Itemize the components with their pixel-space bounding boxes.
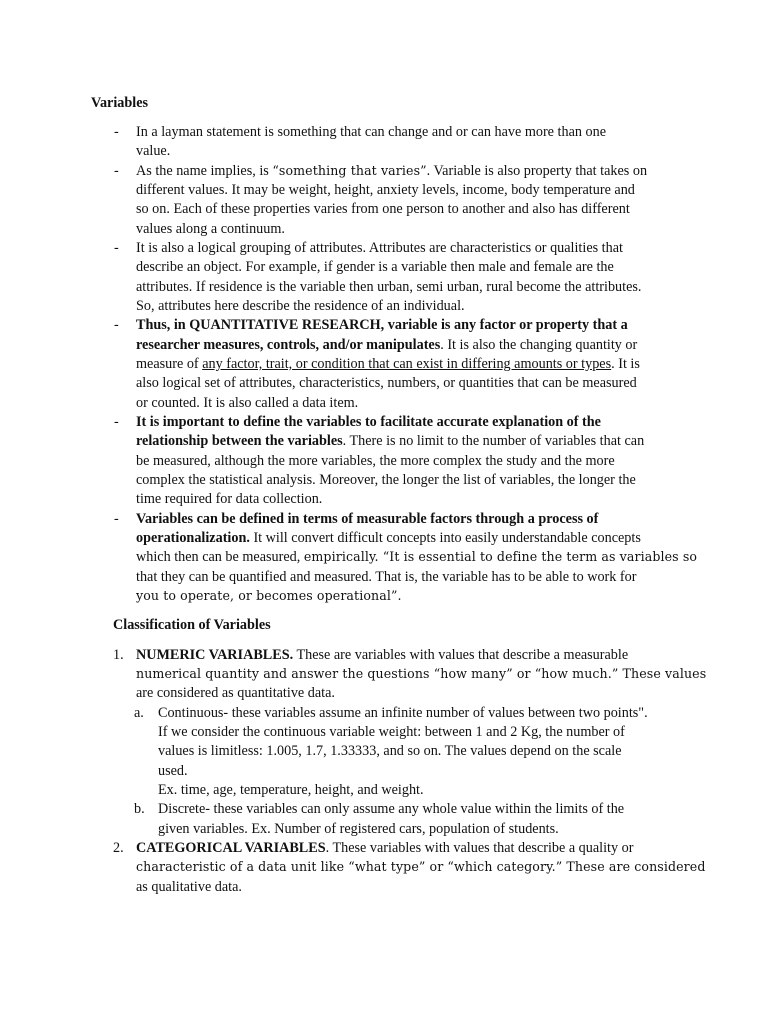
sub-a-line-5: Ex. time, age, temperature, height, and weight.: [158, 782, 424, 798]
bullet-3-line-4: So, attributes here describe the residence of an individual.: [136, 298, 465, 314]
list-letter: b.: [134, 801, 145, 817]
bullet-2-line-3: so on. Each of these properties varies from one person to another and also has different: [136, 201, 630, 217]
sub-a-line-1: Continuous- these variables assume an infinite number of values between two points".: [158, 705, 648, 721]
numbered-1-line-3: are considered as quantitative data.: [136, 685, 335, 701]
bullet-6-line-5: you to operate, or becomes operational”.: [136, 588, 402, 603]
bullet-dash: -: [114, 414, 119, 430]
bullet-dash: -: [114, 511, 119, 527]
numbered-1-line-2: numerical quantity and answer the questions “how many” or “how much.” These values: [136, 666, 707, 681]
bullet-6-line-4: that they can be quantified and measured. That is, the variable has to be able to work for: [136, 569, 637, 585]
numbered-2-line-1: CATEGORICAL VARIABLES. These variables with values that describe a quality or: [136, 840, 634, 856]
sub-a-line-4: used.: [158, 763, 188, 779]
bullet-2-line-1: As the name implies, is “something that varies”. Variable is also property that takes on: [136, 163, 648, 179]
numbered-2-line-2: characteristic of a data unit like “what type” or “which category.” These are considered: [136, 859, 706, 874]
sub-a-line-3: values is limitless: 1.005, 1.7, 1.33333, and so on. The values depend on the scale: [158, 743, 622, 759]
bullet-dash: -: [114, 163, 119, 179]
bullet-dash: -: [114, 317, 119, 333]
bullet-5-line-5: time required for data collection.: [136, 491, 323, 507]
bullet-5-line-1: It is important to define the variables to facilitate accurate explanation of the: [136, 414, 601, 430]
bullet-5-line-2: relationship between the variables. There is no limit to the number of variables that can: [136, 433, 645, 449]
list-number: 1.: [113, 647, 124, 663]
bullet-dash: -: [114, 124, 119, 140]
page-title: Variables: [91, 95, 149, 111]
bullet-6-line-1: Variables can be defined in terms of measurable factors through a process of: [136, 511, 599, 527]
bullet-1-line-1: In a layman statement is something that can change and or can have more than one: [136, 124, 606, 140]
bullet-4-line-5: or counted. It is also called a data item.: [136, 395, 359, 411]
bullet-4-line-3: measure of any factor, trait, or condition that can exist in differing amounts or types. It is: [136, 356, 640, 372]
bullet-2-line-4: values along a continuum.: [136, 221, 285, 237]
list-number: 2.: [113, 840, 124, 856]
numbered-1-line-1: NUMERIC VARIABLES. These are variables with values that describe a measurable: [136, 647, 629, 663]
bullet-3-line-2: describe an object. For example, if gender is a variable then male and female are the: [136, 259, 614, 275]
bullet-3-line-3: attributes. If residence is the variable then urban, semi urban, rural become the attributes.: [136, 279, 642, 295]
bullet-5-line-3: be measured, although the more variables, the more complex the study and the more: [136, 453, 615, 469]
bullet-2-line-2: different values. It may be weight, height, anxiety levels, income, body temperature and: [136, 182, 635, 198]
bullet-dash: -: [114, 240, 119, 256]
bullet-4-line-4: also logical set of attributes, characteristics, numbers, or quantities that can be measured: [136, 375, 637, 391]
numbered-2-line-3: as qualitative data.: [136, 879, 242, 895]
bullet-4-line-1: Thus, in QUANTITATIVE RESEARCH, variable is any factor or property that a: [136, 317, 628, 333]
list-letter: a.: [134, 705, 144, 721]
sub-b-line-1: Discrete- these variables can only assume any whole value within the limits of the: [158, 801, 625, 817]
section-heading-classification: Classification of Variables: [113, 617, 271, 633]
bullet-3-line-1: It is also a logical grouping of attributes. Attributes are characteristics or qualities that: [136, 240, 623, 256]
bullet-1-line-2: value.: [136, 143, 171, 159]
bullet-6-line-3: which then can be measured, empirically. “It is essential to define the term as variables so: [136, 549, 698, 565]
bullet-6-line-2: operationalization. It will convert difficult concepts into easily understandable concepts: [136, 530, 641, 546]
sub-b-line-2: given variables. Ex. Number of registered cars, population of students.: [158, 821, 559, 837]
bullet-5-line-4: complex the statistical analysis. Moreover, the longer the list of variables, the longer the: [136, 472, 636, 488]
sub-a-line-2: If we consider the continuous variable weight: between 1 and 2 Kg, the number of: [158, 724, 625, 740]
bullet-4-line-2: researcher measures, controls, and/or manipulates. It is also the changing quantity or: [136, 337, 638, 353]
